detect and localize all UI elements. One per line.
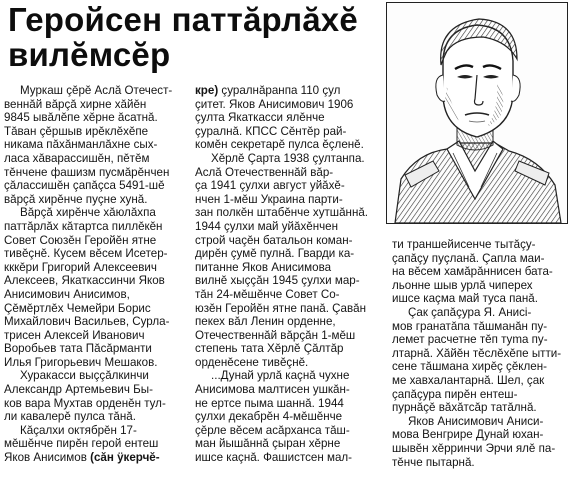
text-line: çулхи декабрĕн 4-мĕшĕнче [195, 410, 343, 424]
text-line: Вăрçă хирĕнче хăюлăхпа [20, 206, 156, 220]
text-line: питанне Яков Анисимова [195, 260, 332, 274]
article-column-2 [195, 84, 379, 465]
text-line: Çĕмĕртлĕх Чемейри Борис [4, 301, 151, 315]
text-line: вăрçă хирĕнче пуçне хунă. [4, 192, 148, 206]
text-line: çапăçу пуçланă. Çапла маи- [392, 251, 545, 265]
text-line: Çак çапăçура Я. Анисi- [408, 305, 532, 319]
text-line: ишсе каçма май туса панă. [392, 292, 538, 306]
text-line: мĕшĕнче пирĕн герой ентеш [4, 437, 159, 451]
text-line: веннăй вăрçă хирне хăйĕн [4, 97, 147, 111]
text-line: вилнĕ хыççăн 1945 çулхи мар- [195, 274, 360, 288]
text-line: 9845 ывăлĕпе хĕрне ăсатнă. [4, 111, 158, 125]
bold-text-fragment: кре) [195, 84, 222, 97]
text-line: Алексеев, Якаткассинчи Яков [4, 274, 165, 288]
text-line: çапăçура пирĕн ентеш- [392, 387, 518, 401]
text-line: строй чаçĕн батальон коман- [195, 233, 353, 247]
text-line: çа 1941 çулхи август уйăхĕ- [195, 179, 345, 193]
text-line: трисен Алексей Иванович [4, 328, 145, 342]
text-line: дирĕн çумĕ пулнă. Гварди ка- [195, 247, 355, 261]
text-line: Яков Анисимович Аниси- [408, 414, 544, 428]
text-line: Воробьев тата Пăсăрманти [4, 342, 152, 356]
text-line: степень тата Хĕрлĕ Çăлтăр [195, 342, 344, 356]
text-line: Анисимова малтисен ушкăн- [195, 383, 350, 397]
text-line: Совет Союзĕн Геройĕн ятне [4, 233, 157, 247]
text-line: Аслă Отечественнăй вăр- [195, 165, 334, 179]
text-line: Хуракасси выççăлкинчи [20, 369, 149, 383]
article-column-1 [4, 84, 188, 465]
text-line: Отечественнăй вăрçăн 1-мĕш [195, 328, 356, 342]
text-line: 1944 çулхи май уйăхĕнчен [195, 219, 338, 233]
text-line: Хĕрлĕ Çарта 1938 çултанпа. [211, 151, 365, 165]
soldier-portrait-icon [387, 3, 567, 223]
text-line: Илья Григорьевич Мешаков. [4, 355, 158, 369]
text-line: ман йышăннă çыран хĕрне [195, 437, 341, 451]
headline-line-2: вилĕмсĕр [8, 36, 171, 73]
text-line: нчен 1-мĕш Украина парти- [195, 192, 343, 206]
portrait-photo [386, 2, 568, 224]
text-line: çулта Якаткасси ялĕнче [195, 111, 325, 125]
text-line: зан полкĕн штабĕнче хутшăннă. [195, 206, 369, 220]
headline [8, 2, 384, 72]
text-line: тĕнчене фашизм пусмăрĕнчен [4, 165, 170, 179]
text-line: лемет расчетне тĕп туma пу- [392, 333, 548, 347]
text-line: тивĕçнĕ. Кусем вĕсем Исетер- [4, 247, 168, 261]
text-line: лтарнă. Хăйĕн тĕслĕхĕпе ытти- [392, 346, 562, 360]
text-line: ...Дунай урлă каçнă чухне [211, 369, 350, 383]
text-line: çуралнă. КПСС Сĕнтĕр рай- [195, 124, 347, 138]
text-line: Михайлович Васильев, Сурла- [4, 315, 170, 329]
text-line: Кăçалхи октябрĕн 17- [20, 423, 137, 437]
text-line: çĕрле вĕсем асăрханса тăш- [195, 423, 350, 437]
text-line: мова Венгрире Дунай юхан- [392, 428, 544, 442]
text-line: на вĕсем хамăрăннисен бата- [392, 265, 553, 279]
text-line: Александр Артемьевич Бы- [4, 383, 153, 397]
text-line: орденĕсене тивĕçнĕ. [195, 355, 309, 369]
text-line: çăлассишĕн çапăçса 5491-шĕ [4, 179, 165, 193]
text-line: не ертсе пыма шаннă. 1944 [195, 396, 344, 410]
text-line: тĕнче пытарнă. [392, 455, 475, 469]
text-line: пурнăçĕ вăхăтсăр татăлнă. [392, 401, 537, 415]
text-line: кре) çуралнăранпа 110 çул [195, 84, 341, 97]
text-line: Тăван çĕршыв ирĕклĕхĕпе [4, 124, 149, 138]
text-line: кккĕри Григорий Алексеевич [4, 260, 157, 274]
text-line: Яков Анисимов (сăн ÿкерчĕ- [4, 451, 160, 465]
text-line: юзĕн Геройĕн ятне панă. Çавăн [195, 301, 366, 315]
text-line: ли кавалерĕ пулса тăнă. [4, 410, 136, 424]
text-line: çитет. Яков Анисимович 1906 [195, 97, 354, 111]
text-line: сене тăшмана хирĕç çĕклен- [392, 360, 547, 374]
text-line: ласа хăварассишĕн, пĕтĕм [4, 151, 150, 165]
text-line: Муркаш çĕрĕ Аслă Отечест- [20, 84, 173, 97]
text-line: комĕн секретарĕ пулса ĕçленĕ. [195, 138, 364, 152]
text-line: ти траншейисенче тытăçу- [392, 238, 536, 251]
text-line: пекех вăл Ленин орденне, [195, 315, 336, 329]
text-line: шывĕн хĕрринчи Эрчи ялĕ па- [392, 441, 556, 455]
text-line: Анисимович Анисимов, [4, 287, 130, 301]
text-line: тăн 24-мĕшĕнче Совет Со- [195, 287, 340, 301]
text-line: ков вара Мухтав орденĕн тул- [4, 396, 166, 410]
text-line: мов гранатăпа тăшманăн пу- [392, 319, 548, 333]
headline-line-1: Геройсен паттăрлăхĕ [8, 1, 358, 38]
bold-text-fragment: (сăн ÿкерчĕ- [90, 451, 160, 465]
text-line: ишсе каçнă. Фашистсен мал- [195, 451, 353, 465]
article-column-3 [392, 238, 566, 469]
text-line: никама пăхăнманлăхне сых- [4, 138, 158, 152]
text-line: паттăрлăх кăтартса пиллĕкĕн [4, 219, 163, 233]
text-line: ме хавхалантарнă. Шел, çак [392, 373, 545, 387]
text-line: льонне шыв урлă чиперех [392, 278, 533, 292]
